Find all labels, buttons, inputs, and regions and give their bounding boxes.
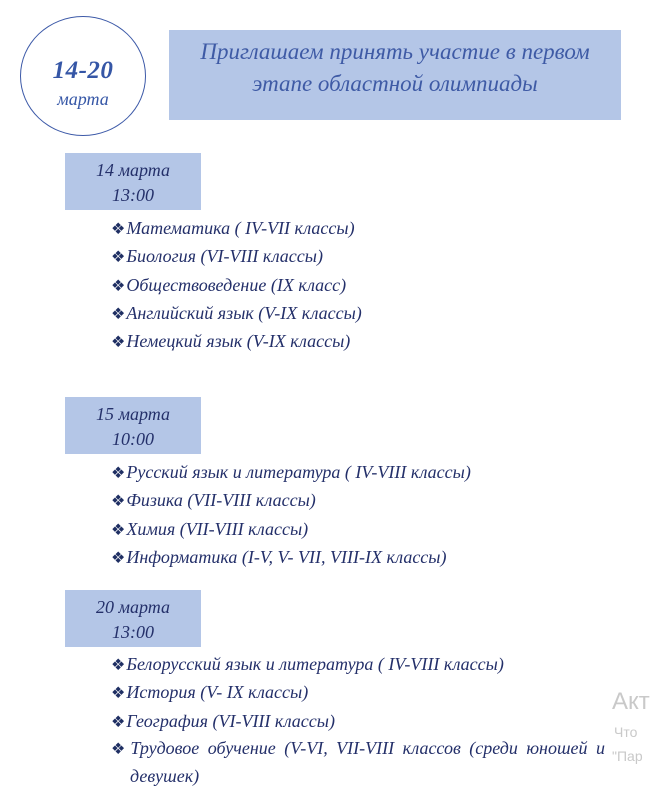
bullet-icon: ❖ [111,306,126,323]
day-1-header [65,153,201,210]
subject-item [111,299,605,329]
subject-label: Химия (VII-VIII классы) [126,519,309,539]
bullet-icon: ❖ [111,550,126,567]
day-2-time: 10:00 [112,429,154,449]
subject-item [111,707,605,737]
subject-item [111,650,605,680]
subject-item [111,242,605,272]
watermark-line-1: Акт [612,688,650,715]
day-2-header [65,397,201,454]
bullet-icon: ❖ [111,334,126,351]
subject-item [111,735,605,790]
watermark-line-2: Что [614,724,638,740]
bullet-icon: ❖ [111,221,126,238]
invitation-banner [169,30,621,120]
subject-label: География (VI-VIII классы) [126,711,335,731]
subject-item [111,515,605,545]
subject-label: Белорусский язык и литература ( IV-VIII классы) [126,654,504,674]
subject-label: Русский язык и литература ( IV-VIII классы) [126,462,471,482]
subject-label: Математика ( IV-VII классы) [126,218,355,238]
bullet-icon: ❖ [111,465,126,482]
subject-item [111,543,605,573]
subject-label: Немецкий язык (V-IX классы) [126,331,351,351]
day-3-date: 20 марта [96,597,170,617]
day-3-time: 13:00 [112,622,154,642]
bullet-icon: ❖ [111,685,126,702]
bullet-icon: ❖ [111,741,130,758]
day-1-time: 13:00 [112,185,154,205]
subject-item [111,327,605,357]
subject-label: История (V- IX классы) [126,682,309,702]
subject-item [111,214,605,244]
banner-line-2: этапе областной олимпиады [252,71,538,96]
day-1-date: 14 марта [96,160,170,180]
subject-label: Биология (VI-VIII классы) [126,246,323,266]
subject-label: Физика (VII-VIII классы) [126,490,316,510]
bullet-icon: ❖ [111,249,126,266]
day-2-date: 15 марта [96,404,170,424]
banner-line-1: Приглашаем принять участие в первом [200,39,590,64]
subject-label: Английский язык (V-IX классы) [126,303,362,323]
date-range-month: марта [57,89,109,109]
bullet-icon: ❖ [111,522,126,539]
subject-label: Информатика (I-V, V- VII, VIII-IX классы) [126,547,447,567]
subject-item [111,271,605,301]
subject-item [111,486,605,516]
subject-item [111,678,605,708]
day-3-header [65,590,201,647]
date-range-badge [20,16,146,136]
subject-label: Обществоведение (IX класс) [126,275,347,295]
bullet-icon: ❖ [111,278,126,295]
date-range-text: 14-20 [52,57,114,84]
watermark-line-3: "Пар [612,748,643,764]
bullet-icon: ❖ [111,493,126,510]
bullet-icon: ❖ [111,714,126,731]
subject-item [111,458,605,488]
subject-label: Трудовое обучение (V-VI, VII-VIII классов (среди юношей и девушек) [130,738,606,786]
bullet-icon: ❖ [111,657,126,674]
